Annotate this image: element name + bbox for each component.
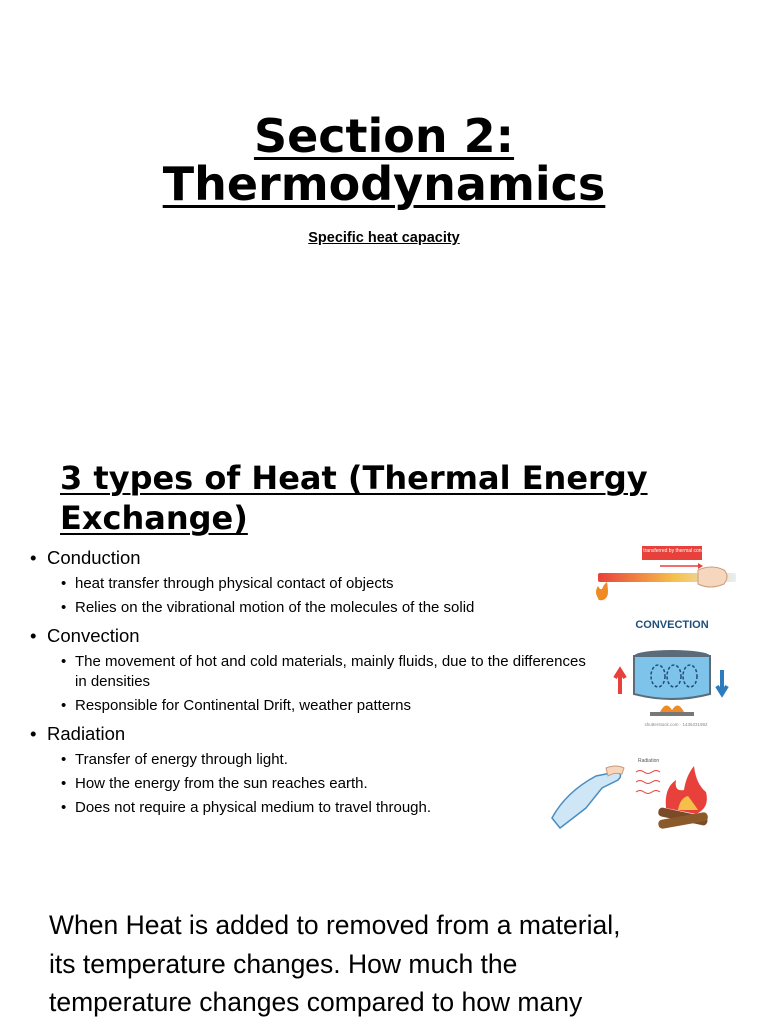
burner: [650, 712, 694, 716]
sub-bullet: • Relies on the vibrational motion of the molecules of the solid: [30, 598, 590, 618]
section-heading: 3 types of Heat (Thermal Energy Exchange): [60, 459, 648, 537]
sub-bullet: • How the energy from the sun reaches earth.: [30, 774, 590, 794]
pot: [634, 656, 710, 699]
sub-bullet: • heat transfer through physical contact of objects: [30, 574, 590, 594]
flame-icon: [596, 582, 608, 600]
convection-illustration: [606, 614, 736, 730]
bullet-radiation: • Radiation: [30, 722, 590, 746]
hand-icon: [698, 567, 727, 587]
radiation-illustration: [546, 752, 716, 838]
sub-bullet: • The movement of hot and cold materials, mainly fluids, due to the differences in densities: [30, 652, 595, 692]
bullet-convection: • Convection: [30, 624, 590, 648]
conduction-caption: Heat is transferred by thermal conduction: [626, 548, 718, 554]
heat-wave: [636, 771, 660, 774]
burner-flame-icon: [660, 705, 684, 712]
sub-bullet: • Responsible for Continental Drift, weather patterns: [30, 696, 590, 716]
sub-bullet: • Does not require a physical medium to travel through.: [30, 798, 590, 818]
radiation-label: Radiation: [638, 758, 660, 764]
down-arrow-icon: [717, 670, 727, 694]
convection-title: CONVECTION: [635, 619, 709, 631]
sub-bullet: • Transfer of energy through light.: [30, 750, 590, 770]
slide-subtitle: Specific heat capacity: [308, 230, 460, 246]
body-paragraph: When Heat is added to removed from a material, its temperature changes. How much the temperature changes compared to how many: [49, 910, 621, 1017]
title-line-2: Thermodynamics: [162, 157, 606, 211]
arm-icon: [552, 772, 621, 828]
bullet-conduction: • Conduction: [30, 546, 590, 570]
up-arrow-icon: [615, 670, 625, 694]
heat-wave: [636, 791, 660, 794]
title-line-1: Section 2:: [253, 109, 515, 163]
slide-title: [0, 109, 768, 211]
heat-wave: [636, 781, 660, 784]
conduction-illustration: [590, 540, 740, 608]
watermark: shutterstock.com · 1436331992: [644, 722, 708, 727]
bullet-list: [30, 546, 590, 818]
